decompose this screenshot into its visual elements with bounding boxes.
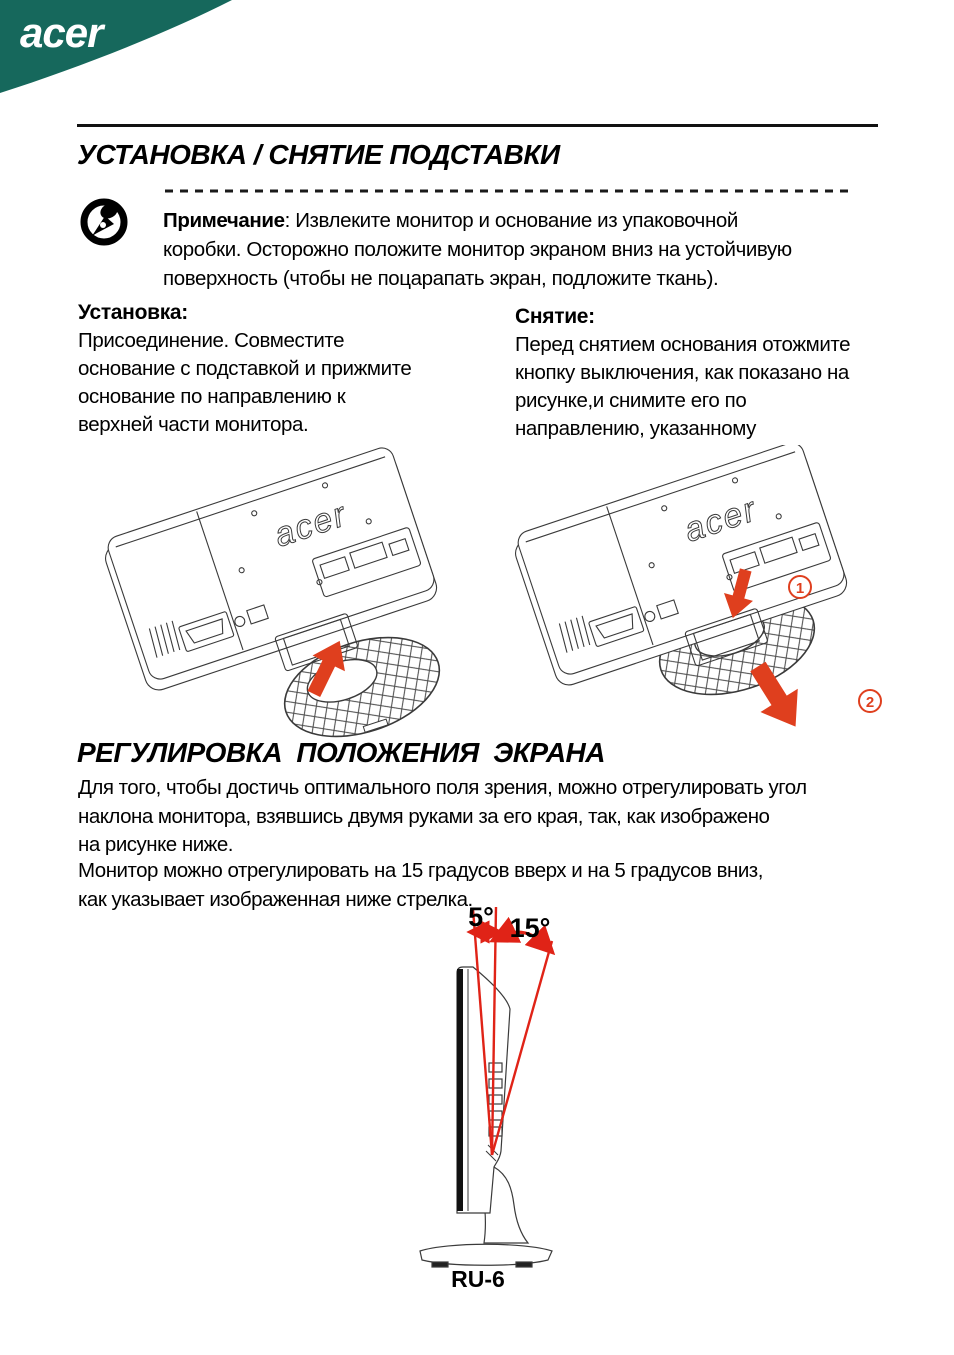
tilt-angle-diagram bbox=[410, 895, 660, 1280]
text-line: направлению, указанному bbox=[515, 417, 757, 440]
acer-logo: acer bbox=[20, 9, 103, 56]
header-swoosh bbox=[0, 0, 954, 100]
step-2-badge bbox=[859, 690, 881, 712]
removal-text bbox=[515, 331, 935, 443]
note-icon bbox=[78, 196, 130, 248]
text-line: верхней части монитора. bbox=[78, 413, 309, 436]
removal-column bbox=[515, 303, 935, 443]
install-heading: Установка: bbox=[78, 301, 188, 324]
note-line: поверхность (чтобы не поцарапать экран, подложите ткань). bbox=[163, 267, 719, 290]
monitor-back-removal-diagram bbox=[485, 445, 905, 740]
note-line: коробки. Осторожно положите монитор экраном вниз на устойчивую bbox=[163, 238, 792, 261]
divider-line bbox=[77, 124, 878, 127]
text-line: основание с подставкой и прижмите bbox=[78, 357, 412, 380]
text-line: Перед снятием основания отожмите bbox=[515, 333, 851, 356]
text-line: Монитор можно отрегулировать на 15 градусов вверх и на 5 градусов вниз, bbox=[78, 859, 763, 882]
text-line: Присоединение. Совместите bbox=[78, 329, 345, 352]
text-line: рисунке,и снимите его по bbox=[515, 389, 747, 412]
text-line: Для того, чтобы достичь оптимального поля зрения, можно отрегулировать угол bbox=[78, 776, 807, 799]
section-title-install: УСТАНОВКА / СНЯТИЕ ПОДСТАВКИ bbox=[77, 139, 560, 170]
note-label: Примечание bbox=[163, 209, 285, 232]
angle-up-label: 15° bbox=[509, 913, 551, 943]
note-line bbox=[163, 206, 853, 235]
text-line: основание по направлению к bbox=[78, 385, 346, 408]
install-column bbox=[78, 299, 498, 439]
note-paragraph bbox=[163, 206, 853, 293]
note-line1-rest: : Извлеките монитор и основание из упаковочной bbox=[284, 209, 738, 232]
text-line: как указывает изображенная ниже стрелка. bbox=[78, 887, 473, 911]
text-line: наклона монитора, взявшись двумя руками за его края, так, как изображено bbox=[78, 804, 770, 828]
text-line: на рисунке ниже. bbox=[78, 833, 233, 856]
section-title-adjust: РЕГУЛИРОВКА ПОЛОЖЕНИЯ ЭКРАНА bbox=[77, 737, 605, 768]
install-text bbox=[78, 327, 498, 439]
monitor-brand-emboss: acer bbox=[679, 490, 763, 550]
step-1-badge bbox=[789, 576, 811, 598]
svg-text:2: 2 bbox=[865, 694, 875, 711]
dashed-divider bbox=[165, 188, 855, 194]
removal-heading: Снятие: bbox=[515, 305, 595, 328]
adjust-paragraph-1 bbox=[78, 774, 888, 860]
text-line: кнопку выключения, как показано на bbox=[515, 361, 849, 384]
angle-down-label: 5° bbox=[468, 902, 494, 932]
monitor-back-install-diagram bbox=[75, 445, 475, 740]
svg-text:1: 1 bbox=[795, 580, 805, 597]
page-number: RU-6 bbox=[451, 1266, 505, 1292]
monitor-brand-emboss: acer bbox=[269, 495, 353, 555]
